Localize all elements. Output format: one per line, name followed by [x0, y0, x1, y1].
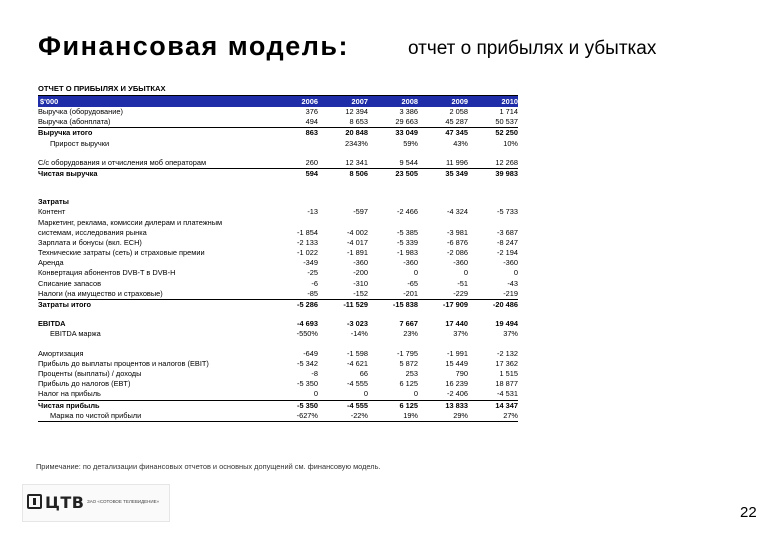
row-value: 50 537 — [495, 117, 518, 127]
row-value — [468, 218, 518, 228]
table-row — [38, 299, 518, 310]
row-value: 10% — [503, 138, 518, 148]
row-value: -1 891 — [347, 248, 368, 258]
row-label: Чистая прибыль — [38, 400, 100, 410]
row-value: 12 268 — [495, 157, 518, 167]
row-value: -4 017 — [347, 237, 368, 247]
row-value: -2 406 — [447, 389, 468, 399]
row-value: 0 — [513, 268, 518, 278]
table-row — [38, 168, 518, 179]
row-value: -152 — [353, 288, 368, 298]
row-value: -4 621 — [347, 358, 368, 368]
row-value: 52 250 — [495, 128, 518, 138]
row-value — [268, 218, 318, 228]
row-label: Затраты — [38, 197, 69, 207]
row-value: 0 — [463, 268, 468, 278]
row-label: С/с оборудования и отчисления моб операторам — [38, 157, 207, 167]
year-header: 2006 — [301, 97, 318, 106]
row-value: -13 — [307, 207, 318, 217]
row-label: Выручка итого — [38, 128, 93, 138]
page-title: Финансовая модель: — [38, 31, 349, 61]
row-value: 594 — [305, 168, 318, 178]
row-value: 2 058 — [449, 107, 468, 116]
row-label: Проценты (выплаты) / доходы — [38, 368, 142, 378]
row-value: 39 983 — [495, 168, 518, 178]
row-value: 59% — [403, 138, 418, 148]
row-value: -201 — [403, 288, 418, 298]
row-value: -4 555 — [347, 379, 368, 389]
row-label: EBITDA маржа — [50, 329, 101, 339]
row-value: -25 — [307, 268, 318, 278]
row-label: Технические затраты (сеть) и страховые премии — [38, 248, 205, 258]
table-row — [38, 268, 518, 278]
table-row — [38, 389, 518, 399]
table-row — [38, 289, 518, 299]
row-value: -2 194 — [497, 248, 518, 258]
row-label: EBITDA — [38, 319, 66, 329]
year-header: 2010 — [501, 97, 518, 106]
row-label: Выручка (абонплата) — [38, 117, 111, 127]
row-value: 0 — [363, 389, 368, 399]
row-label: Налог на прибыль — [38, 389, 101, 399]
table-row — [38, 258, 518, 268]
row-value: -4 531 — [497, 389, 518, 399]
row-value: -11 529 — [343, 300, 368, 309]
row-value: 47 345 — [445, 128, 468, 138]
footnote: Примечание: по детализации финансовых отчетов и основных допущений см. финансовую модель. — [36, 462, 381, 471]
row-label: Чистая выручка — [38, 168, 98, 178]
income-statement-table — [38, 84, 518, 422]
row-value: 6 125 — [399, 400, 418, 410]
row-value: -2 086 — [447, 248, 468, 258]
row-value: -310 — [353, 278, 368, 288]
row-value: -5 733 — [497, 207, 518, 217]
table-spacer-row — [38, 340, 518, 349]
row-value: -1 795 — [397, 348, 418, 358]
table-row — [38, 369, 518, 379]
row-value: -2 466 — [397, 207, 418, 217]
row-label: Контент — [38, 207, 66, 217]
row-value: 8 506 — [349, 168, 368, 178]
row-value: 260 — [305, 157, 318, 167]
row-value: -1 991 — [447, 348, 468, 358]
page-number: 22 — [740, 504, 757, 521]
row-value: -200 — [353, 268, 368, 278]
row-value: 253 — [405, 368, 418, 378]
row-value: 12 394 — [345, 107, 368, 116]
row-value: 29 663 — [395, 117, 418, 127]
row-value: -5 350 — [297, 400, 318, 410]
row-label: Затраты итого — [38, 300, 92, 309]
row-value: 15 449 — [445, 358, 468, 368]
row-value: -22% — [350, 410, 368, 420]
row-value: 37% — [503, 329, 518, 339]
row-value: 29% — [453, 410, 468, 420]
row-value: 18 877 — [495, 379, 518, 389]
table-row — [38, 107, 518, 117]
row-label: Списание запасов — [38, 278, 102, 288]
row-value: -85 — [307, 288, 318, 298]
table-row — [38, 127, 518, 138]
row-value: 790 — [455, 368, 468, 378]
table-body — [38, 107, 518, 422]
logo-text: ЦТВ — [45, 493, 85, 512]
row-value: 6 125 — [399, 379, 418, 389]
row-label: Конвертация абонентов DVB-T в DVB-H — [38, 268, 176, 278]
row-value: -43 — [507, 278, 518, 288]
row-value — [368, 197, 418, 207]
table-header-unit: $'000 — [40, 97, 59, 106]
row-value: -8 — [311, 368, 318, 378]
row-value: 45 287 — [445, 117, 468, 127]
row-value: 43% — [453, 138, 468, 148]
row-value: 17 362 — [495, 358, 518, 368]
year-header: 2008 — [401, 97, 418, 106]
row-value: 1 515 — [499, 368, 518, 378]
table-spacer-row — [38, 310, 518, 319]
row-value: -4 324 — [447, 207, 468, 217]
row-value: -17 909 — [442, 300, 468, 309]
row-value: -5 286 — [297, 300, 318, 309]
row-value: 27% — [503, 410, 518, 420]
row-value: -5 350 — [297, 379, 318, 389]
row-label: Амортизация — [38, 348, 84, 358]
row-value: 13 833 — [445, 400, 468, 410]
row-label: Налоги (на имущество и страховые) — [38, 288, 163, 298]
row-value: -1 598 — [347, 348, 368, 358]
row-value: 376 — [305, 107, 318, 116]
row-value: 14 347 — [495, 400, 518, 410]
row-value: 494 — [305, 117, 318, 127]
row-value: -5 342 — [297, 358, 318, 368]
row-value: -4 555 — [347, 400, 368, 410]
row-value: 5 872 — [399, 358, 418, 368]
row-value: -1 854 — [297, 227, 318, 237]
row-value: -4 693 — [297, 319, 318, 329]
table-row — [38, 139, 518, 149]
table-row — [38, 228, 518, 238]
row-value: -360 — [403, 258, 418, 268]
table-row — [38, 379, 518, 389]
row-value — [318, 197, 368, 207]
company-logo — [22, 484, 170, 522]
row-value — [418, 197, 468, 207]
table-header-row — [38, 96, 518, 107]
row-value: -3 981 — [447, 227, 468, 237]
row-value: 7 667 — [399, 319, 418, 329]
row-value: -3 687 — [497, 227, 518, 237]
row-value — [318, 218, 368, 228]
table-row — [38, 319, 518, 329]
row-value: 35 349 — [445, 168, 468, 178]
table-spacer-row — [38, 188, 518, 197]
row-value: 66 — [359, 368, 368, 378]
row-value — [468, 197, 518, 207]
row-value: 11 996 — [445, 157, 468, 167]
table-spacer-row — [38, 149, 518, 158]
table-row — [38, 158, 518, 168]
row-value: -1 022 — [297, 248, 318, 258]
row-value: -360 — [503, 258, 518, 268]
row-value: 20 848 — [345, 128, 368, 138]
row-value: -65 — [407, 278, 418, 288]
row-value: -1 983 — [397, 248, 418, 258]
logo-mark-icon — [27, 494, 42, 509]
row-value: -6 876 — [447, 237, 468, 247]
table-row — [38, 411, 518, 422]
row-value: -550% — [296, 329, 318, 339]
row-value: -219 — [503, 288, 518, 298]
row-label: системам, исследования рынка — [38, 227, 147, 237]
table-row — [38, 359, 518, 369]
table-row — [38, 400, 518, 411]
row-value: -229 — [453, 288, 468, 298]
row-value: 8 653 — [349, 117, 368, 127]
table-row — [38, 279, 518, 289]
table-row — [38, 218, 518, 228]
year-header: 2009 — [451, 97, 468, 106]
row-label: Аренда — [38, 258, 64, 268]
row-value: -4 002 — [347, 227, 368, 237]
row-value: -15 838 — [392, 300, 418, 309]
table-row — [38, 248, 518, 258]
row-label: Маржа по чистой прибыли — [50, 410, 142, 420]
row-value: -51 — [457, 278, 468, 288]
row-value: -6 — [311, 278, 318, 288]
row-label: Прирост выручки — [50, 138, 110, 148]
row-value: 2343% — [344, 138, 368, 148]
table-row — [38, 197, 518, 207]
row-value: 19 494 — [495, 319, 518, 329]
year-header: 2007 — [351, 97, 368, 106]
row-value: 17 440 — [445, 319, 468, 329]
row-value: -20 486 — [492, 300, 518, 309]
row-label: Прибыль до выплаты процентов и налогов (EBIT) — [38, 358, 209, 368]
row-label: Выручка (оборудование) — [38, 107, 123, 116]
row-value: 19% — [403, 410, 418, 420]
table-heading: ОТЧЕТ О ПРИБЫЛЯХ И УБЫТКАХ — [38, 84, 518, 96]
page-subtitle: отчет о прибылях и убытках — [408, 38, 657, 59]
row-value: 23% — [403, 329, 418, 339]
row-label: Зарплата и бонусы (вкл. ЕСН) — [38, 237, 142, 247]
row-value: -14% — [350, 329, 368, 339]
table-row — [38, 329, 518, 339]
row-value — [418, 218, 468, 228]
row-value — [268, 139, 318, 149]
row-value: -2 133 — [297, 237, 318, 247]
row-value — [368, 218, 418, 228]
row-value: 12 341 — [345, 157, 368, 167]
row-value: 0 — [413, 389, 418, 399]
row-value: 16 239 — [445, 379, 468, 389]
row-value: 33 049 — [395, 128, 418, 138]
row-value: -2 132 — [497, 348, 518, 358]
row-value: 3 386 — [399, 107, 418, 116]
row-label: Прибыль до налогов (EBT) — [38, 379, 131, 389]
row-value: -5 385 — [397, 227, 418, 237]
row-value: 863 — [305, 128, 318, 138]
table-row — [38, 349, 518, 359]
row-value — [268, 197, 318, 207]
table-row — [38, 207, 518, 217]
table-spacer-row — [38, 179, 518, 188]
row-value: 23 505 — [395, 168, 418, 178]
row-value: -5 339 — [397, 237, 418, 247]
row-value: 37% — [453, 329, 468, 339]
row-value: -8 247 — [497, 237, 518, 247]
row-label: Маркетинг, реклама, комиссии дилерам и платежным — [38, 217, 223, 227]
row-value: -360 — [353, 258, 368, 268]
row-value: -349 — [303, 258, 318, 268]
row-value: -627% — [296, 410, 318, 420]
row-value: -360 — [453, 258, 468, 268]
row-value: -3 023 — [347, 319, 368, 329]
table-row — [38, 238, 518, 248]
row-value: 1 714 — [499, 107, 518, 116]
row-value: -597 — [353, 207, 368, 217]
row-value: 0 — [413, 268, 418, 278]
table-row — [38, 117, 518, 127]
row-value: 9 544 — [399, 157, 418, 167]
row-value: 0 — [313, 389, 318, 399]
logo-tagline: ЗАО «СОТОВОЕ ТЕЛЕВИДЕНИЕ» — [87, 499, 160, 504]
row-value: -649 — [303, 348, 318, 358]
